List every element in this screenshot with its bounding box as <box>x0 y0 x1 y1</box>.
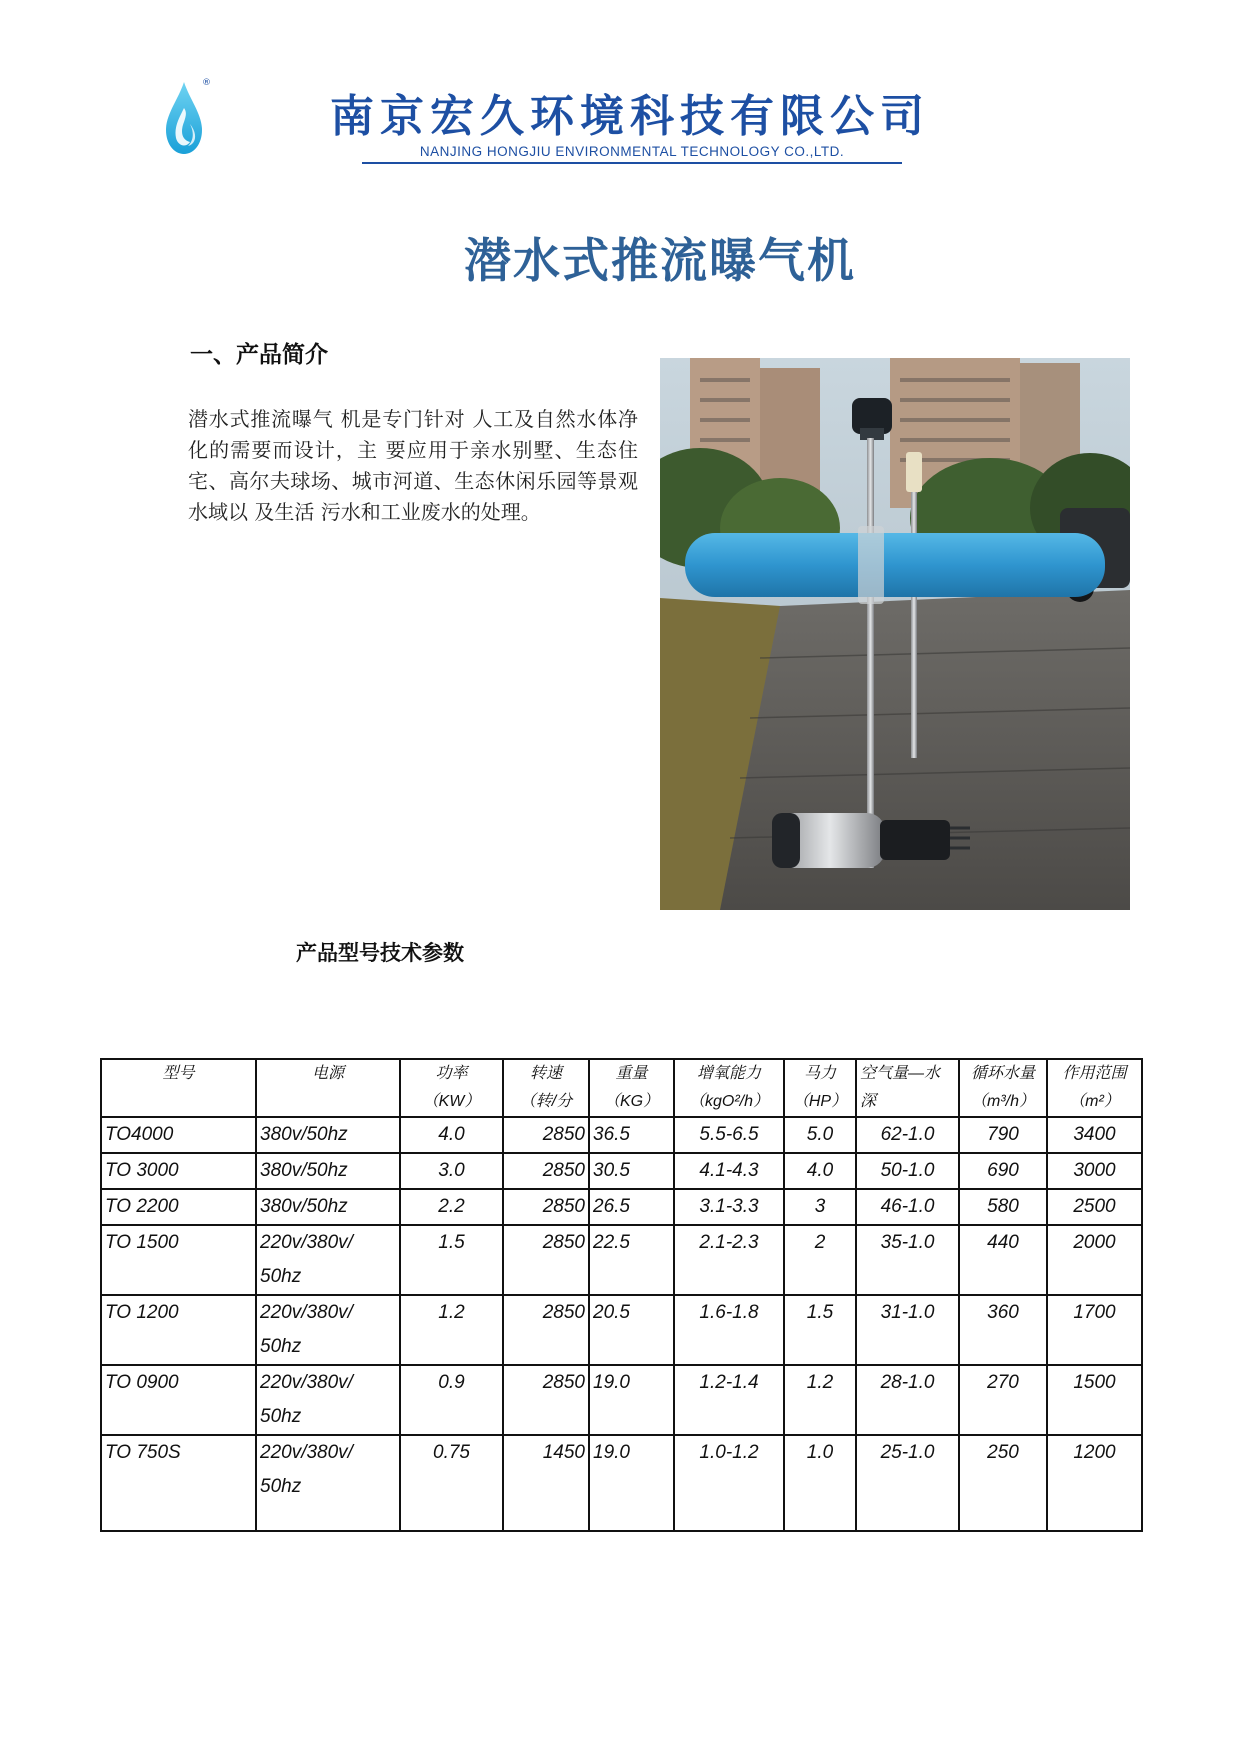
cell-power-supply: 380v/50hz <box>256 1153 400 1189</box>
cell-air-depth: 25-1.0 <box>856 1435 959 1531</box>
cell-oxygenation: 3.1-3.3 <box>674 1189 784 1225</box>
header-oxygenation: 增氧能力 （kgO²/h） <box>674 1059 784 1117</box>
cell-power-supply: 380v/50hz <box>256 1117 400 1153</box>
cell-air-depth: 46-1.0 <box>856 1189 959 1225</box>
cell-oxygenation: 1.2-1.4 <box>674 1365 784 1435</box>
intro-paragraph: 潜水式推流曝气 机是专门针对 人工及自然水体净化的需要而设计，主 要应用于亲水别墅、生态住宅、高尔夫球场、城市河道、生态休闲乐园等景观水域以 及生活 污水和工业废水的处理。 <box>188 407 638 524</box>
header-range: 作用范围 （m²） <box>1047 1059 1142 1117</box>
cell-weight: 19.0 <box>589 1365 674 1435</box>
table-row <box>101 1435 1142 1531</box>
spec-table <box>100 1058 1143 1532</box>
header-weight: 重量 （KG） <box>589 1059 674 1117</box>
table-row <box>101 1365 1142 1435</box>
header-circulation: 循环水量 （m³/h） <box>959 1059 1047 1117</box>
cell-range: 2500 <box>1047 1189 1142 1225</box>
cell-weight: 20.5 <box>589 1295 674 1365</box>
cell-range: 3400 <box>1047 1117 1142 1153</box>
cell-speed: 2850 <box>503 1365 589 1435</box>
document-title: 潜水式推流曝气机 <box>464 234 856 289</box>
cell-air-depth: 35-1.0 <box>856 1225 959 1295</box>
cell-horsepower: 3 <box>784 1189 856 1225</box>
table-caption: 产品型号技术参数 <box>296 941 464 965</box>
cell-power-kw: 2.2 <box>400 1189 503 1225</box>
table-row <box>101 1295 1142 1365</box>
cell-horsepower: 2 <box>784 1225 856 1295</box>
table-header-row <box>101 1059 1142 1117</box>
header-speed: 转速 （转/分 <box>503 1059 589 1117</box>
cell-oxygenation: 2.1-2.3 <box>674 1225 784 1295</box>
header-model: 型号 <box>101 1059 256 1117</box>
company-logo <box>160 78 216 158</box>
company-name-en: NANJING HONGJIU ENVIRONMENTAL TECHNOLOGY CO.,LTD. <box>419 144 845 159</box>
cell-horsepower: 5.0 <box>784 1117 856 1153</box>
cell-weight: 30.5 <box>589 1153 674 1189</box>
cell-circulation: 360 <box>959 1295 1047 1365</box>
cell-horsepower: 1.2 <box>784 1365 856 1435</box>
aerator-photo-illustration <box>660 358 1130 910</box>
cell-speed: 2850 <box>503 1295 589 1365</box>
cell-air-depth: 50-1.0 <box>856 1153 959 1189</box>
cell-power-supply: 220v/380v/ 50hz <box>256 1225 400 1295</box>
cell-power-kw: 0.75 <box>400 1435 503 1531</box>
cell-speed: 2850 <box>503 1153 589 1189</box>
cell-power-supply: 220v/380v/ 50hz <box>256 1295 400 1365</box>
section-heading: 一、产品简介 <box>190 342 328 368</box>
cell-air-depth: 31-1.0 <box>856 1295 959 1365</box>
cell-weight: 26.5 <box>589 1189 674 1225</box>
cell-range: 3000 <box>1047 1153 1142 1189</box>
company-name-cn: 南京宏久环境科技有限公司 <box>330 91 930 142</box>
cell-power-kw: 1.2 <box>400 1295 503 1365</box>
cell-range: 1200 <box>1047 1435 1142 1531</box>
cell-circulation: 690 <box>959 1153 1047 1189</box>
cell-power-kw: 1.5 <box>400 1225 503 1295</box>
cell-model: TO 3000 <box>101 1153 256 1189</box>
header-power-supply: 电源 <box>256 1059 400 1117</box>
cell-model: TO 0900 <box>101 1365 256 1435</box>
cell-speed: 2850 <box>503 1117 589 1153</box>
cell-oxygenation: 4.1-4.3 <box>674 1153 784 1189</box>
cell-power-kw: 3.0 <box>400 1153 503 1189</box>
header-horsepower: 马力 （HP） <box>784 1059 856 1117</box>
cell-power-supply: 220v/380v/ 50hz <box>256 1435 400 1531</box>
cell-horsepower: 4.0 <box>784 1153 856 1189</box>
cell-speed: 1450 <box>503 1435 589 1531</box>
header-underline <box>362 162 902 164</box>
cell-weight: 19.0 <box>589 1435 674 1531</box>
cell-model: TO 750S <box>101 1435 256 1531</box>
cell-model: TO 1200 <box>101 1295 256 1365</box>
cell-power-supply: 380v/50hz <box>256 1189 400 1225</box>
table-row <box>101 1189 1142 1225</box>
cell-range: 2000 <box>1047 1225 1142 1295</box>
registered-mark: ® <box>202 78 211 88</box>
cell-speed: 2850 <box>503 1189 589 1225</box>
cell-weight: 36.5 <box>589 1117 674 1153</box>
water-drop-logo-icon <box>160 78 216 158</box>
header-air-depth: 空气量—水 深 <box>856 1059 959 1117</box>
cell-circulation: 250 <box>959 1435 1047 1531</box>
header-power-kw: 功率 （KW） <box>400 1059 503 1117</box>
cell-circulation: 580 <box>959 1189 1047 1225</box>
table-row <box>101 1117 1142 1153</box>
cell-power-kw: 4.0 <box>400 1117 503 1153</box>
cell-circulation: 440 <box>959 1225 1047 1295</box>
cell-horsepower: 1.0 <box>784 1435 856 1531</box>
cell-weight: 22.5 <box>589 1225 674 1295</box>
cell-speed: 2850 <box>503 1225 589 1295</box>
cell-model: TO4000 <box>101 1117 256 1153</box>
cell-range: 1500 <box>1047 1365 1142 1435</box>
cell-power-supply: 220v/380v/ 50hz <box>256 1365 400 1435</box>
table-row <box>101 1225 1142 1295</box>
cell-horsepower: 1.5 <box>784 1295 856 1365</box>
cell-oxygenation: 1.6-1.8 <box>674 1295 784 1365</box>
cell-circulation: 270 <box>959 1365 1047 1435</box>
cell-air-depth: 28-1.0 <box>856 1365 959 1435</box>
cell-range: 1700 <box>1047 1295 1142 1365</box>
cell-oxygenation: 1.0-1.2 <box>674 1435 784 1531</box>
cell-model: TO 2200 <box>101 1189 256 1225</box>
cell-power-kw: 0.9 <box>400 1365 503 1435</box>
cell-air-depth: 62-1.0 <box>856 1117 959 1153</box>
cell-circulation: 790 <box>959 1117 1047 1153</box>
cell-oxygenation: 5.5-6.5 <box>674 1117 784 1153</box>
cell-model: TO 1500 <box>101 1225 256 1295</box>
product-photo <box>660 358 1130 910</box>
table-row <box>101 1153 1142 1189</box>
